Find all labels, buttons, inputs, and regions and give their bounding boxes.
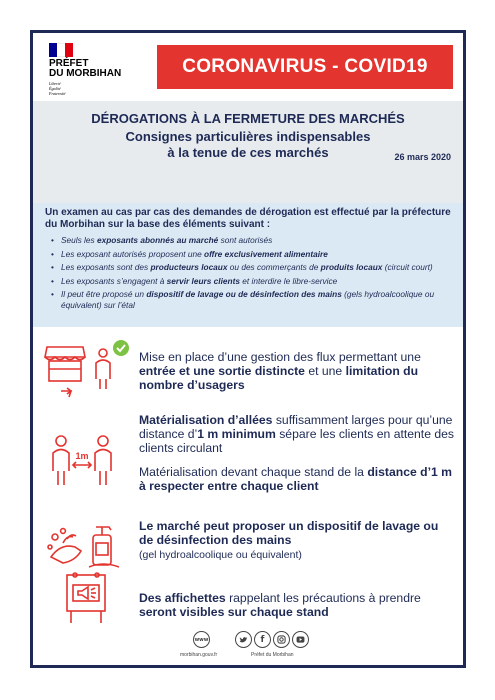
handwashing-icon xyxy=(41,517,131,573)
title-box xyxy=(33,101,463,203)
twitter-icon[interactable] xyxy=(235,631,252,648)
measure-lavage-text: Le marché peut proposer un dispositif de lavage ou de désinfection des mains (gel hydroalcoolique ou équivalent) xyxy=(139,519,439,561)
republic-motto: Liberté Égalité Fraternité xyxy=(49,81,66,96)
list-item: • Les exposant autorisés proposent une offre exclusivement alimentaire xyxy=(51,249,451,260)
intro-box xyxy=(33,203,463,327)
poster-board-icon xyxy=(41,569,131,627)
social-label[interactable]: Préfet du Morbihan xyxy=(251,652,294,658)
social-distance-icon xyxy=(41,427,131,497)
market-stall-icon xyxy=(41,339,131,403)
header xyxy=(33,33,463,97)
measure-affichettes xyxy=(33,571,463,627)
measure-flux xyxy=(33,337,463,403)
website-icon[interactable]: www xyxy=(193,631,210,648)
measure-stand-text: Matérialisation devant chaque stand de la distance d’1 m à respecter entre chaque client xyxy=(139,465,452,493)
distance-label: 1m xyxy=(75,451,89,461)
subtitle: Consignes particulières indispensables à la tenue de ces marchés xyxy=(125,129,371,160)
banner xyxy=(157,45,453,89)
list-item: • Il peut être proposé un dispositif de lavage ou de désinfection des mains (gels hydroalcoolique ou équivalent) sur l’étal xyxy=(51,289,451,311)
prefecture-logo xyxy=(41,41,145,96)
list-item: • Les exposants sont des producteurs locaux ou des commerçants de produits locaux (circuit court) xyxy=(51,262,451,273)
intro-text: Un examen au cas par cas des demandes de dérogation est effectué par la préfecture du Morbihan sur la base des éléments suivant : xyxy=(45,207,451,230)
conditions-list xyxy=(51,235,451,314)
measure-allees xyxy=(33,411,463,511)
list-item: • Les exposants s’engagent à servir leurs clients et interdire le libre-service xyxy=(51,276,451,287)
measure-flux-text: Mise en place d’une gestion des flux permettant une entrée et une sortie distincte et une limitation du nombre d’usagers xyxy=(139,350,421,392)
website-label[interactable]: morbihan.gouv.fr xyxy=(180,652,218,658)
facebook-icon[interactable]: f xyxy=(254,631,271,648)
french-flag-icon xyxy=(49,43,73,57)
measure-affichettes-text: Des affichettes rappelant les précautions à prendre seront visibles sur chaque stand xyxy=(139,591,421,619)
banner-title: CORONAVIRUS - COVID19 xyxy=(182,56,428,77)
instagram-icon[interactable] xyxy=(273,631,290,648)
poster-frame xyxy=(30,30,466,668)
footer xyxy=(33,623,463,663)
publication-date: 26 mars 2020 xyxy=(394,152,451,162)
main-title: DÉROGATIONS À LA FERMETURE DES MARCHÉS xyxy=(91,111,405,126)
list-item: • Seuls les exposants abonnés au marché sont autorisés xyxy=(51,235,451,246)
prefecture-name: PRÉFET DU MORBIHAN xyxy=(49,58,122,79)
measure-lavage xyxy=(33,517,463,573)
measure-allees-text: Matérialisation d’allées suffisamment larges pour qu’une distance d’1 m minimum sépare les clients en attente des clients circulant xyxy=(139,413,455,455)
youtube-icon[interactable] xyxy=(292,631,309,648)
